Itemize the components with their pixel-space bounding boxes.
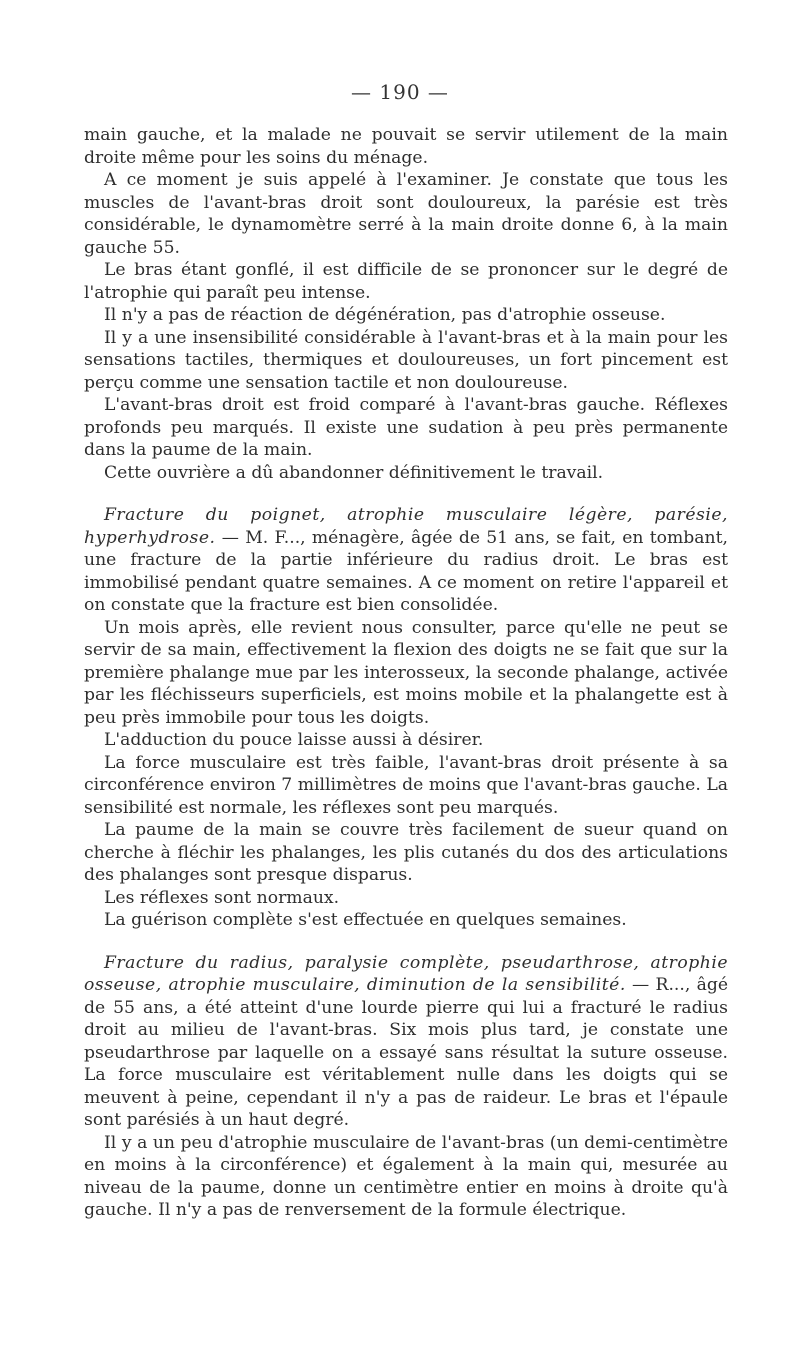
paragraph: Les réflexes sont normaux. [104, 887, 340, 908]
case-heading: Fracture du radius, paralysie complète, pseudarthrose, atrophie osseuse, atrophie musculaire, diminution de la sensibilité. [84, 952, 728, 995]
case-text: — R..., âgé de 55 ans, a été atteint d'une lourde pierre qui lui a fracturé le radius droit au milieu de l'avant-bras. Six mois plus tard, je constate une pseudarthrose par laquelle on a essayé sans résultat la suture osseuse. La force musculaire est véritablement nulle dans les doigts qui se meuvent à peine, cependant il n'y a pas de raideur. Le bras et l'épaule sont parésiés à un haut degré. [84, 975, 728, 1130]
page-number: — 190 — [351, 80, 449, 104]
body-text [84, 124, 728, 1222]
paragraph: La guérison complète s'est effectuée en quelques semaines. [104, 910, 627, 930]
paragraph: A ce moment je suis appelé à l'examiner. Je constate que tous les muscles de l'avant-bras droit sont douloureux, la parésie est très considérable, le dynamomètre serré à la main droite donne 6, à la main gauche 55. [84, 170, 728, 258]
paragraph: Il y a une insensibilité considérable à l'avant-bras et à la main pour les sensations tactiles, thermiques et douloureuses, un fort pincement est perçu comme une sensation tactile et non douloureuse. [84, 327, 728, 393]
paragraph: Le bras étant gonflé, il est difficile de se prononcer sur le degré de l'atrophie qui paraît peu intense. [84, 260, 728, 303]
paragraph: Il n'y a pas de réaction de dégénération, pas d'atrophie osseuse. [104, 305, 666, 325]
paragraph: Cette ouvrière a dû abandonner définitivement le travail. [104, 462, 604, 483]
case-paragraph [84, 952, 728, 1132]
paragraph: main gauche, et la malade ne pouvait se servir utilement de la main droite même pour les soins du ménage. [84, 125, 728, 168]
paragraph: La paume de la main se couvre très facilement de sueur quand on cherche à fléchir les phalanges, les plis cutanés du dos des articulations des phalanges sont presque disparus. [84, 820, 728, 885]
paragraph: Il y a un peu d'atrophie musculaire de l'avant-bras (un demi-centimètre en moins à la circonférence) et également à la main qui, mesurée au niveau de la paume, donne un centimètre entier en moins à droite qu'à gauche. Il n'y a pas de renversement de la formule électrique. [84, 1132, 728, 1220]
paragraph: La force musculaire est très faible, l'avant-bras droit présente à sa circonférence environ 7 millimètres de moins que l'avant-bras gauche. La sensibilité est normale, les réflexes sont peu marqués. [84, 752, 728, 818]
case-paragraph [84, 504, 728, 617]
case-text: — M. F..., ménagère, âgée de 51 ans, se fait, en tombant, une fracture de la partie inférieure du radius droit. Le bras est immobilisé pendant quatre semaines. A ce moment on retire l'appareil et on constate que la fracture est bien consolidée. [84, 527, 728, 615]
paragraph: Un mois après, elle revient nous consulter, parce qu'elle ne peut se servir de sa main, effectivement la flexion des doigts ne se fait que sur la première phalange mue par les interosseux, la seconde phalange, activée par les fléchisseurs superficiels, est moins mobile et la phalangette est à peu près immobile pour tous les doigts. [84, 617, 728, 728]
paragraph: L'avant-bras droit est froid comparé à l'avant-bras gauche. Réflexes profonds peu marqués. Il existe une sudation à peu près permanente dans la paume de la main. [84, 395, 728, 460]
paragraph: L'adduction du pouce laisse aussi à désirer. [104, 730, 484, 750]
case-heading: Fracture du poignet, atrophie musculaire légère, parésie, hyperhydrose. [84, 505, 728, 548]
